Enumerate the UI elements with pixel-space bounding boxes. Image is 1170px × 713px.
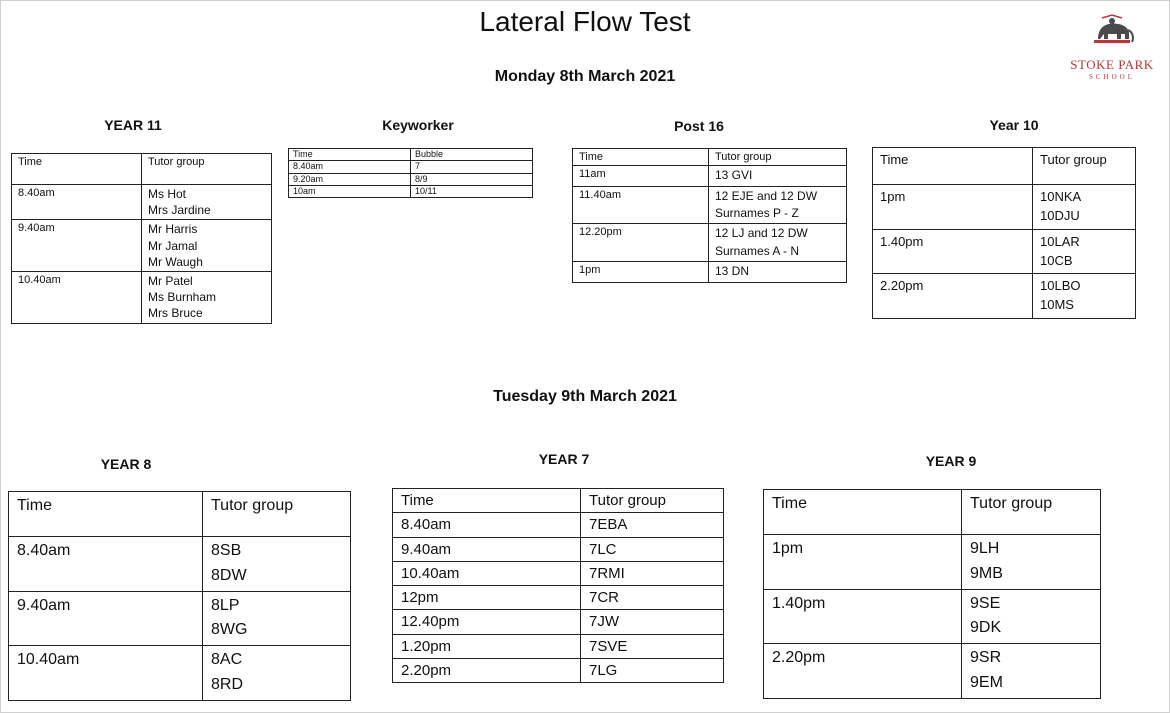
time-cell: 9.40am [12, 220, 142, 272]
tutor-group-cell: 7EBA [581, 513, 724, 537]
keyworker-table [288, 148, 533, 198]
tuesday-date: Tuesday 9th March 2021 [493, 388, 677, 405]
table-header-row [12, 154, 272, 185]
table-row [393, 658, 724, 682]
year9-table [763, 489, 1101, 699]
group-line: 9SR [970, 649, 1002, 667]
tutor-group-cell [203, 591, 351, 646]
tutor-group-cell [962, 535, 1101, 590]
header-tutor-group: Tutor group [581, 489, 724, 513]
time-cell: 8.40am [393, 513, 581, 537]
header-time: Time [393, 489, 581, 513]
table-row [9, 646, 351, 701]
tutor-name: Mrs Bruce [148, 306, 203, 321]
tutor-group-cell [709, 186, 847, 224]
tutor-group-cell: 7LC [581, 537, 724, 561]
tutor-group-cell [203, 537, 351, 592]
time-cell: 1pm [873, 185, 1033, 230]
table-row [289, 173, 533, 185]
time-cell: 10.40am [393, 561, 581, 585]
group-line: 13 DN [715, 264, 750, 279]
tutor-group-cell: 7JW [581, 610, 724, 634]
elephant-emblem-icon [1088, 12, 1136, 50]
year8-heading: YEAR 8 [100, 456, 152, 472]
table-row [393, 634, 724, 658]
time-cell: 11am [573, 166, 709, 186]
tutor-name: Ms Hot [148, 187, 187, 201]
header-tutor-group: Tutor group [709, 149, 847, 166]
group-line: 8RD [211, 675, 244, 693]
group-line: Surnames P - Z [715, 206, 799, 221]
table-row [393, 561, 724, 585]
time-cell: 12pm [393, 586, 581, 610]
group-line: 9MB [970, 564, 1003, 582]
group-line: 10MS [1040, 297, 1074, 313]
table-row [12, 185, 272, 220]
tutor-group-cell [142, 220, 272, 272]
tutor-group-cell [1033, 185, 1136, 230]
table-row [573, 224, 847, 262]
group-line: 13 GVI [715, 168, 753, 183]
time-cell: 8.40am [9, 537, 203, 592]
page-title: Lateral Flow Test [479, 6, 691, 37]
table-row [289, 161, 533, 173]
time-cell: 8.40am [289, 161, 411, 173]
table-header-row [9, 492, 351, 537]
year11-table [11, 153, 272, 324]
time-cell: 10.40am [12, 271, 142, 323]
header-time: Time [573, 149, 709, 166]
group-line: 10CB [1040, 252, 1073, 268]
group-line: 10NKA [1040, 189, 1082, 204]
header-time: Time [289, 149, 411, 161]
year10-heading: Year 10 [989, 117, 1039, 133]
tutor-name: Mr Patel [148, 273, 193, 288]
header-time: Time [12, 154, 142, 185]
tutor-group-cell [142, 185, 272, 220]
table-header-row [764, 490, 1101, 535]
keyworker-heading: Keyworker [382, 117, 454, 133]
table-header-row [289, 149, 533, 161]
table-row [873, 229, 1136, 274]
table-row [9, 591, 351, 646]
table-row [573, 262, 847, 282]
group-line: 12 EJE and 12 DW [715, 188, 818, 203]
tutor-group-cell: 7RMI [581, 561, 724, 585]
group-line: 10LAR [1040, 233, 1080, 249]
table-row [573, 186, 847, 224]
time-cell: 12.40pm [393, 610, 581, 634]
year9-heading: YEAR 9 [925, 453, 977, 469]
tutor-name: Mr Harris [148, 222, 198, 237]
monday-date: Monday 8th March 2021 [494, 68, 676, 85]
table-row [764, 644, 1101, 699]
bubble-cell: 10/11 [411, 185, 533, 197]
table-header-row [873, 148, 1136, 185]
time-cell: 2.20pm [873, 274, 1033, 319]
time-cell: 2.20pm [393, 658, 581, 682]
header-time: Time [764, 490, 962, 535]
time-cell: 10.40am [9, 646, 203, 701]
time-cell: 2.20pm [764, 644, 962, 699]
table-row [393, 610, 724, 634]
group-line: 8LP [211, 596, 240, 614]
table-row [393, 513, 724, 537]
table-row [573, 166, 847, 186]
table-row [764, 535, 1101, 590]
table-row [764, 589, 1101, 644]
group-line: 9SE [970, 594, 1001, 612]
logo-name: STOKE PARK [1070, 57, 1154, 72]
year7-table [392, 488, 724, 683]
table-row [12, 271, 272, 323]
tutor-name: Mr Waugh [148, 254, 203, 269]
table-row [393, 537, 724, 561]
tutor-group-cell [709, 262, 847, 282]
group-line: 8WG [211, 621, 248, 639]
bubble-cell: 8/9 [411, 173, 533, 185]
table-row [873, 185, 1136, 230]
group-line: 9DK [970, 619, 1002, 637]
header-tutor-group: Tutor group [203, 492, 351, 537]
tutor-group-cell [709, 166, 847, 186]
group-line: Surnames A - N [715, 243, 800, 258]
time-cell: 1.40pm [764, 589, 962, 644]
time-cell: 1.20pm [393, 634, 581, 658]
time-cell: 10am [289, 185, 411, 197]
group-line: 10DJU [1040, 207, 1080, 223]
tutor-group-cell [203, 646, 351, 701]
header-tutor-group: Tutor group [142, 154, 272, 185]
tutor-name: Ms Burnham [148, 290, 217, 305]
time-cell: 1pm [764, 535, 962, 590]
table-row [393, 586, 724, 610]
table-header-row [573, 149, 847, 166]
group-line: 9EM [970, 673, 1003, 691]
tutor-name: Mrs Jardine [148, 203, 211, 218]
tutor-group-cell [962, 644, 1101, 699]
table-row [289, 185, 533, 197]
logo-subtitle: SCHOOL [1088, 73, 1135, 81]
time-cell: 1.40pm [873, 229, 1033, 274]
group-line: 8SB [211, 542, 242, 559]
tutor-group-cell [1033, 229, 1136, 274]
year10-table [872, 147, 1136, 319]
table-header-row [393, 489, 724, 513]
time-cell: 8.40am [12, 185, 142, 220]
group-line: 8DW [211, 566, 247, 584]
time-cell: 9.40am [9, 591, 203, 646]
tutor-name: Mr Jamal [148, 238, 198, 253]
header-tutor-group: Tutor group [962, 490, 1101, 535]
header-time: Time [9, 492, 203, 537]
post16-heading: Post 16 [674, 118, 724, 134]
tutor-group-cell [142, 271, 272, 323]
time-cell: 9.20am [289, 173, 411, 185]
table-row [12, 220, 272, 272]
time-cell: 11.40am [573, 186, 709, 224]
table-row [9, 537, 351, 592]
post16-table [572, 148, 847, 283]
time-cell: 1pm [573, 262, 709, 282]
group-line: 12 LJ and 12 DW [715, 226, 808, 241]
tutor-group-cell [962, 589, 1101, 644]
group-line: 10LBO [1040, 278, 1081, 294]
time-cell: 9.40am [393, 537, 581, 561]
tutor-group-cell [1033, 274, 1136, 319]
tutor-group-cell: 7SVE [581, 634, 724, 658]
header-tutor-group: Tutor group [1033, 148, 1136, 185]
time-cell: 12.20pm [573, 224, 709, 262]
header-time: Time [873, 148, 1033, 185]
tutor-group-cell: 7LG [581, 658, 724, 682]
group-line: 8AC [211, 651, 243, 669]
table-row [873, 274, 1136, 319]
tutor-group-cell: 7CR [581, 586, 724, 610]
year11-heading: YEAR 11 [104, 117, 162, 133]
tutor-group-cell [709, 224, 847, 262]
year8-table [8, 491, 351, 701]
bubble-cell: 7 [411, 161, 533, 173]
group-line: 9LH [970, 540, 1000, 557]
year7-heading: YEAR 7 [538, 451, 590, 467]
header-bubble: Bubble [411, 149, 533, 161]
